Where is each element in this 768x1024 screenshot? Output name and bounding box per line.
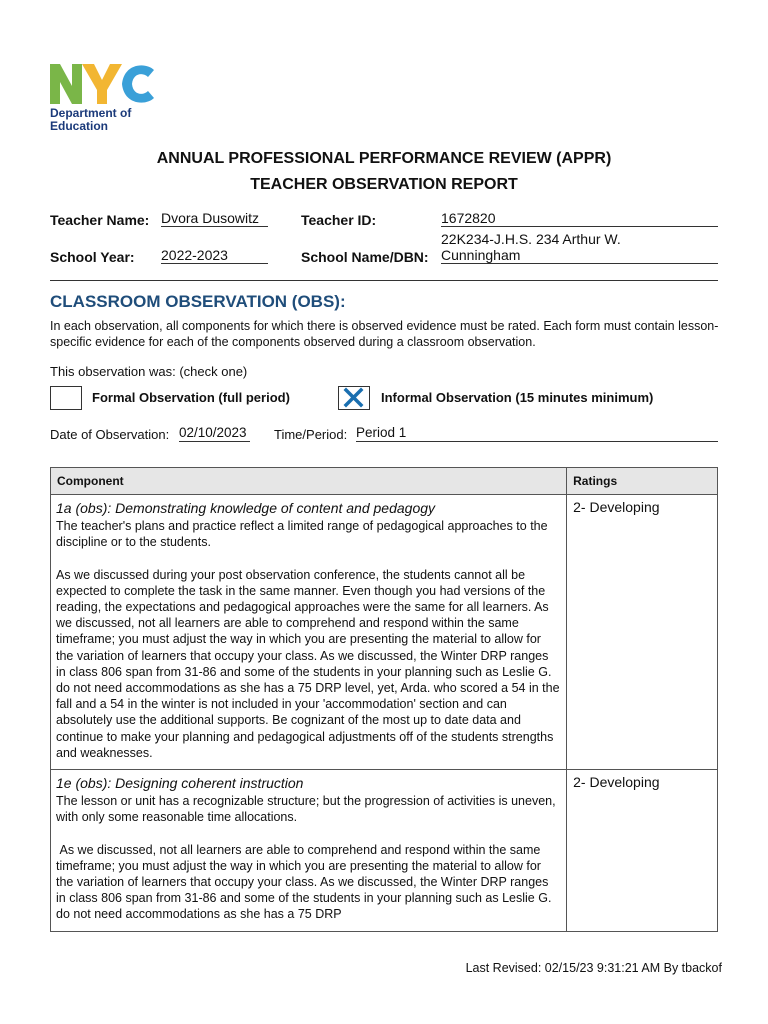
period-label: Time/Period: (274, 427, 348, 442)
school-year-value: 2022-2023 (161, 247, 268, 264)
school-name-label: School Name/DBN: (301, 249, 429, 265)
components-table (50, 467, 718, 932)
checkmark-x-icon (339, 387, 368, 408)
ratings-column-header: Ratings (567, 468, 718, 495)
section-heading: CLASSROOM OBSERVATION (OBS): (50, 292, 346, 311)
logo-letter-y (82, 64, 122, 104)
component-descriptor: The lesson or unit has a recognizable structure; but the progression of activities is uneven, with only some reasonable time allocations. (56, 794, 556, 825)
component-column-header: Component (51, 468, 567, 495)
table-row (51, 495, 718, 770)
teacher-name-label: Teacher Name: (50, 212, 150, 228)
rating-cell: 2- Developing (567, 770, 718, 932)
teacher-id-label: Teacher ID: (301, 212, 377, 228)
table-header-row (51, 468, 718, 495)
report-title-line2: TEACHER OBSERVATION REPORT (250, 176, 518, 193)
component-evidence: As we discussed, not all learners are able to comprehend and respond within the same timeframe; you must adjust the way in which you are presenting the material to allow for the variation of learners that occupy your class. As we discussed, the Winter DRP ranges in class 806 span from 31-86 and some of the students in your planning such as Leslie G. do not need accommodations as she has a 75 DRP (56, 842, 555, 922)
check-prompt: This observation was: (check one) (50, 364, 248, 379)
component-title: 1e (obs): Designing coherent instruction (56, 775, 304, 792)
component-cell (51, 770, 567, 932)
informal-observation-label: Informal Observation (15 minutes minimum) (381, 390, 654, 405)
component-cell (51, 495, 567, 770)
rating-cell: 2- Developing (567, 495, 718, 770)
formal-observation-checkbox[interactable] (50, 386, 82, 410)
logo-letter-c (122, 65, 154, 102)
component-evidence: As we discussed during your post observation conference, the students cannot all be expected to complete the task in the same manner. Even though you had versions of the reading, the expectations and pedagogical approaches were the same for all learners. As we discussed, not all learners are able to comprehend and respond within the same timeframe; you must adjust the way in which you are presenting the material to allow for the variation of learners that occupy your class. As we discussed, the Winter DRP ranges in class 806 span from 31-86 and some of the students in your planning such as Leslie G. do not need accommodations as she has a 75 DRP level, yet, Arda. who scored a 54 in the fall and a 54 in the winter is not included in your 'accommodation' section and can absolutely use the additional supports. Be cognizant of the most up to date data and continue to make your planning and pedagogical adjustments off of the students strengths and weaknesses. (56, 567, 560, 760)
table-row (51, 770, 718, 932)
date-label: Date of Observation: (50, 427, 170, 442)
section-intro: In each observation, all components for which there is observed evidence must be rated. Each form must contain lesson-specific evidence for each of the components observed during a classroom observation. (50, 319, 719, 349)
teacher-name-value: Dvora Dusowitz (161, 210, 268, 227)
date-value: 02/10/2023 (179, 425, 250, 442)
school-year-label: School Year: (50, 249, 135, 265)
header-divider (50, 280, 718, 281)
logo-letter-n (50, 64, 82, 104)
logo-subtitle: Department of Education (50, 106, 132, 133)
component-descriptor: The teacher's plans and practice reflect a limited range of pedagogical approaches to the discipline or to the students. (56, 519, 548, 550)
school-name-value: 22K234-J.H.S. 234 Arthur W. Cunningham (441, 231, 718, 264)
formal-observation-label: Formal Observation (full period) (92, 390, 290, 405)
last-revised-footer: Last Revised: 02/15/23 9:31:21 AM By tbackof (465, 961, 722, 975)
report-title-line1: ANNUAL PROFESSIONAL PERFORMANCE REVIEW (APPR) (156, 150, 612, 167)
component-title: 1a (obs): Demonstrating knowledge of content and pedagogy (56, 500, 436, 516)
teacher-id-value: 1672820 (441, 210, 718, 227)
period-value: Period 1 (356, 425, 718, 442)
informal-observation-checkbox[interactable] (338, 386, 370, 410)
